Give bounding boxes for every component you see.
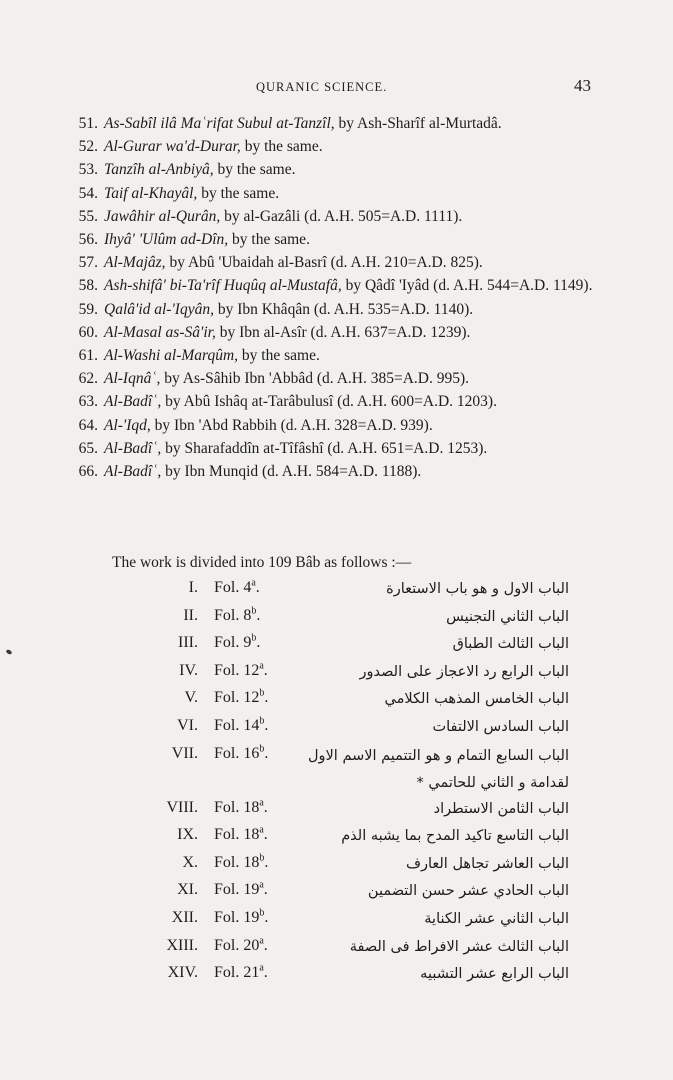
entry-title: Jawâhir al-Qurân,: [104, 207, 221, 225]
bab-roman: VIII.: [166, 798, 198, 816]
bab-roman: III.: [178, 634, 198, 652]
entry-detail: by As-Sâhib Ibn 'Abbâd (d. A.H. 385=A.D. 995).: [160, 370, 469, 388]
bibliography-entry: [64, 321, 604, 344]
bab-folio: Fol. 16$^b$.: [214, 743, 269, 762]
entry-number: 56.: [78, 231, 98, 249]
bab-row: [0, 605, 673, 633]
bab-arabic-title: الباب الرابع رد الاعجاز على الصدور: [359, 663, 569, 680]
bab-roman: XI.: [177, 881, 198, 899]
entry-title: Taif al-Khayâl,: [104, 184, 198, 202]
bab-folio: Fol. 21$^a$.: [214, 962, 268, 982]
entry-number: 52.: [78, 138, 98, 156]
bab-folio: Fol. 12$^b$.: [214, 688, 269, 707]
entry-number: 62.: [78, 370, 98, 388]
entry-title: Al-Iqnâʿ,: [104, 370, 161, 388]
bab-roman: IV.: [179, 661, 198, 679]
bibliography-entry: [64, 228, 604, 251]
bab-arabic-title: الباب التاسع تاكيد المدح بما يشبه الذم: [341, 828, 569, 845]
entry-detail: by the same.: [228, 231, 310, 249]
entry-title: Qalâ'id al-'Iqyân,: [104, 300, 214, 318]
running-title: QURANIC SCIENCE.: [256, 80, 388, 94]
entry-number: 65.: [78, 439, 98, 457]
bab-row: [0, 687, 673, 715]
bab-folio: Fol. 18$^a$.: [214, 824, 268, 844]
bibliography-entry: [64, 298, 604, 321]
entry-detail: by the same.: [238, 347, 320, 365]
entry-title: Ihyâ' 'Ulûm ad-Dîn,: [104, 231, 229, 249]
bab-row: [0, 577, 673, 605]
entry-title: Al-Badîʿ,: [104, 439, 162, 457]
bab-intro: The work is divided into 109 Bâb as follows :—: [112, 554, 412, 571]
entry-detail: by al-Gazâli (d. A.H. 505=A.D. 1111).: [220, 207, 463, 225]
bab-folio: Fol. 18$^a$.: [214, 797, 268, 816]
bab-row: [0, 660, 673, 688]
bibliography-entry: [64, 158, 604, 181]
bab-roman: XIII.: [166, 936, 198, 954]
bab-row: [0, 797, 673, 825]
bab-arabic-title: الباب الثاني التجنيس: [446, 608, 569, 625]
bab-roman: I.: [188, 579, 198, 596]
bab-row: [0, 632, 673, 660]
bibliography-entry: [64, 135, 604, 158]
bab-arabic-title: الباب العاشر تجاهل العارف: [405, 855, 569, 872]
entry-number: 60.: [78, 323, 98, 341]
bibliography-entry: [64, 460, 604, 483]
entry-detail: by Ibn Munqid (d. A.H. 584=A.D. 1188).: [161, 463, 422, 481]
bibliography-entry: [64, 251, 604, 274]
bab-folio: Fol. 9$^b$.: [214, 632, 261, 652]
bab-arabic-title: الباب الثالث عشر الافراط فى الصفة: [349, 938, 569, 955]
bibliography-entry: [64, 344, 604, 367]
entry-number: 53.: [78, 161, 98, 179]
bab-folio: Fol. 19$^a$.: [214, 880, 268, 899]
entry-title: Al-'Iqd,: [104, 416, 151, 434]
entry-title: Al-Washi al-Marqûm,: [104, 347, 239, 365]
bab-roman: X.: [182, 853, 198, 871]
entry-title: Ash-shifâ' bi-Ta'rîf Huqûq al-Mustafâ,: [104, 277, 342, 295]
entry-number: 61.: [78, 347, 98, 365]
bab-row: [0, 962, 673, 990]
bab-folio: Fol. 19$^b$.: [214, 907, 269, 926]
bibliography-entry: [64, 390, 604, 413]
entry-detail: by Abû 'Ubaidah al-Basrî (d. A.H. 210=A.D. 825).: [165, 254, 483, 272]
entry-title: As-Sabîl ilâ Maʿrifat Subul at-Tanzîl,: [104, 115, 335, 132]
bibliography-entry: [64, 437, 604, 460]
entry-detail: by Ibn al-Asîr (d. A.H. 637=A.D. 1239).: [215, 323, 471, 341]
entry-detail: by Qâdî 'Iyâd (d. A.H. 544=A.D. 1149).: [341, 277, 593, 295]
page-number: 43: [574, 76, 591, 95]
bab-roman: IX.: [177, 826, 198, 844]
entry-title: Tanzîh al-Anbiyâ,: [104, 161, 214, 179]
bab-arabic-title: الباب الثامن الاستطراد: [433, 800, 569, 817]
entry-detail: by Ibn Khâqân (d. A.H. 535=A.D. 1140).: [213, 300, 474, 318]
entry-number: 64.: [78, 416, 98, 434]
bab-arabic-title: الباب الخامس المذهب الكلامي: [384, 691, 569, 708]
bibliography-entry: [64, 112, 604, 135]
bab-row: [0, 935, 673, 963]
bibliography-entry: [64, 182, 604, 205]
bab-roman: VII.: [171, 744, 198, 762]
bab-arabic-title: الباب الحادي عشر حسن التضمين: [367, 883, 569, 900]
entry-number: 63.: [78, 393, 98, 411]
entry-number: 51.: [78, 115, 98, 132]
bibliography-entry: [64, 414, 604, 437]
bab-list: [0, 577, 673, 990]
bab-arabic-title: الباب الرابع عشر التشبيه: [420, 966, 569, 983]
entry-detail: by Sharafaddîn at-Tîfâshî (d. A.H. 651=A.D. 1253).: [161, 439, 488, 457]
bab-folio: Fol. 8$^b$.: [214, 605, 261, 624]
bibliography-entry: [64, 274, 604, 297]
entry-detail: by the same.: [197, 184, 280, 202]
entry-number: 54.: [78, 184, 98, 202]
running-head: [0, 76, 673, 98]
bibliography-list: [64, 112, 604, 483]
bab-roman: II.: [183, 606, 198, 624]
entry-number: 66.: [78, 463, 98, 481]
bab-folio: Fol. 18$^b$.: [214, 852, 269, 871]
entry-detail: by Abû Ishâq at-Tarâbulusî (d. A.H. 600=A.D. 1203).: [161, 393, 497, 411]
bab-roman: XII.: [171, 908, 198, 926]
entry-title: Al-Badîʿ,: [104, 463, 162, 481]
entry-detail: by the same.: [213, 161, 296, 179]
bab-folio: Fol. 20$^a$.: [214, 935, 268, 954]
entry-number: 58.: [78, 277, 98, 295]
bab-folio: Fol. 14$^b$.: [214, 715, 269, 734]
entry-number: 57.: [78, 254, 98, 272]
bab-folio: Fol. 4$^a$.: [214, 577, 260, 596]
entry-detail: by Ibn 'Abd Rabbih (d. A.H. 328=A.D. 939).: [150, 416, 433, 434]
entry-number: 55.: [78, 207, 98, 225]
entry-title: Al-Majâz,: [104, 254, 166, 272]
entry-number: 59.: [78, 300, 98, 318]
bab-row: [0, 852, 673, 880]
entry-detail: by the same.: [240, 138, 323, 156]
bab-roman: V.: [184, 689, 198, 707]
bab-roman: VI.: [177, 716, 198, 734]
bab-row: [0, 907, 673, 935]
bab-folio: Fol. 12$^a$.: [214, 660, 268, 679]
entry-title: Al-Masal as-Sâ'ir,: [104, 323, 216, 341]
bab-row: [0, 743, 673, 797]
bab-roman: XIV.: [167, 964, 198, 982]
bab-row: [0, 715, 673, 743]
entry-title: Al-Badîʿ,: [104, 393, 162, 411]
bab-arabic-title: الباب السابع التمام و هو التتميم الاسم الاول لقدامة و الثاني للحاتمي *: [308, 747, 569, 791]
entry-detail: by Ash-Sharîf al-Murtadâ.: [334, 115, 502, 132]
bab-arabic-title: الباب السادس الالتفات: [432, 718, 569, 735]
bab-row: [0, 824, 673, 852]
bab-arabic-title: الباب الاول و هو باب الاستعارة: [386, 581, 569, 597]
bibliography-entry: [64, 205, 604, 228]
bab-arabic-title: الباب الثاني عشر الكناية: [424, 910, 569, 927]
bibliography-entry: [64, 367, 604, 390]
bab-row: [0, 879, 673, 907]
bab-arabic-title: الباب الثالث الطباق: [452, 636, 569, 653]
entry-title: Al-Gurar wa'd-Durar,: [104, 138, 241, 156]
